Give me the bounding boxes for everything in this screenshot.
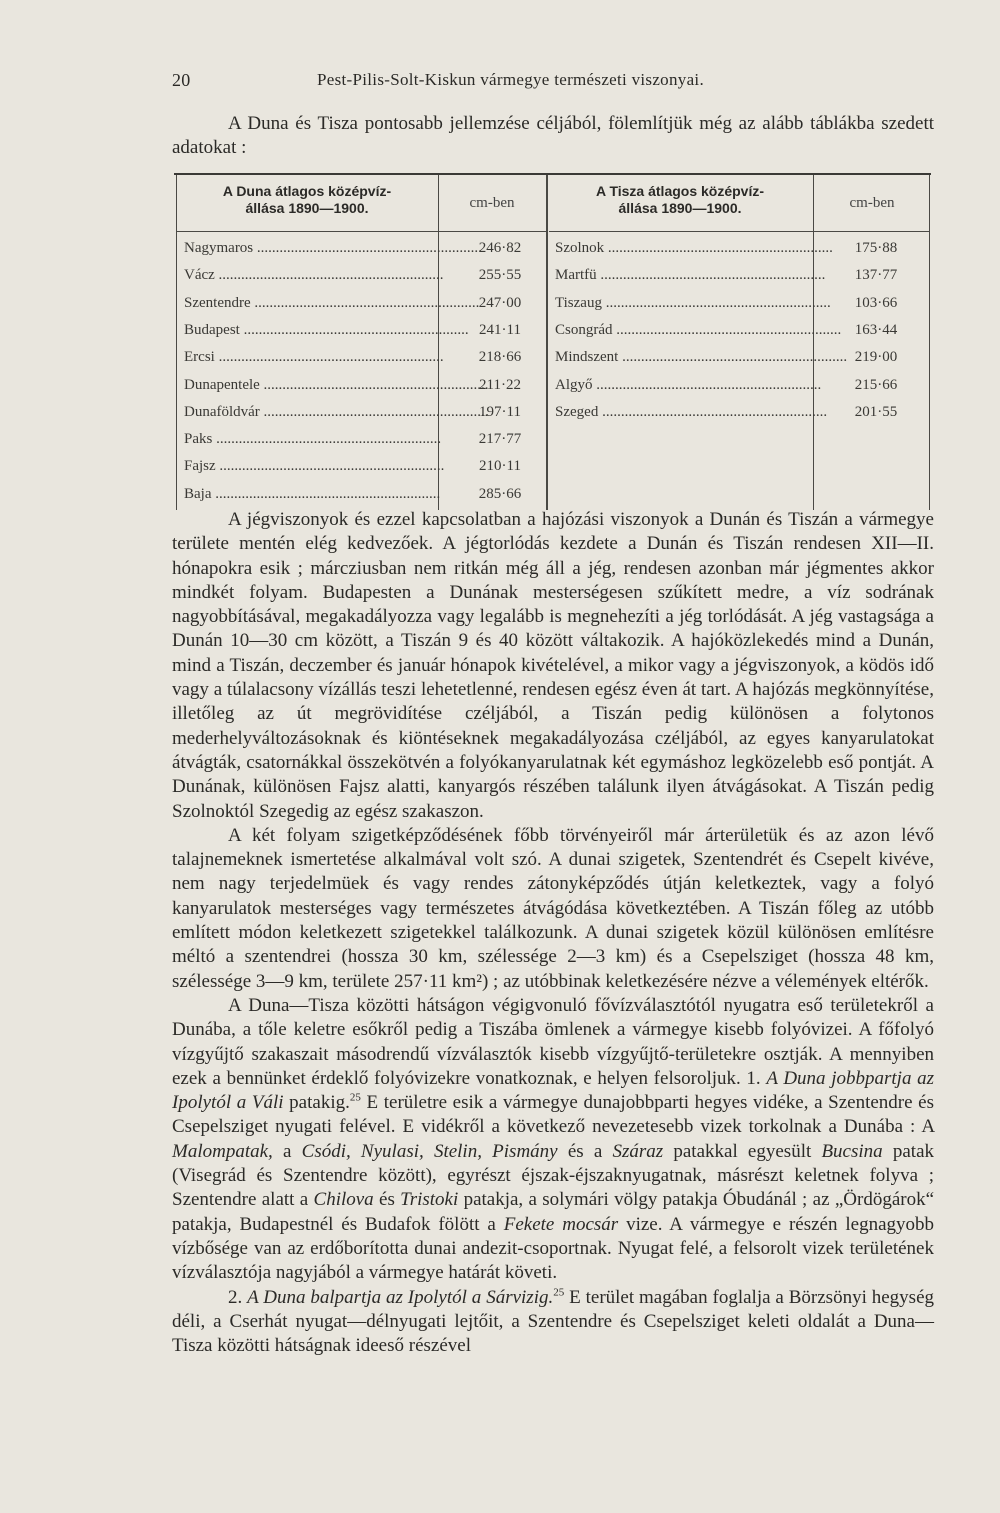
table-tisza-station-name: Mindszent ............................................................ <box>555 349 848 366</box>
paragraph-tributaries: A Duna—Tisza közötti hátságon végigvonuló fővízválasztótól nyugatra eső területekről a Dunába, a tőle keletre esőkről pedig a Tiszába ömlenek a vármegye kisebb folyóvizei. A főfolyó vízgyűjtő szakaszait másodrendű vízválasztók kisebb vízgyűjtő-területekre osztják. A mennyiben ezek a bennünket érdeklő folyóvizekre vonatkoznak, e helyen felsoroljuk. 1. A Duna jobbpartja az Ipolytól a Váli patakig.$^{25}$ E területre esik a vármegye dunajobbparti hegyes vidéke, a Szentendre és Csepelsziget nyugati felével. E vidékről a következő nevezetesebb vizek torkolnak a Dunába : A Malompatak, a Csódi, Nyulasi, Stelin, Pismány és a Száraz patakkal egyesült Bucsina patak (Visegrád és Szentendre között), egyrészt éjszak-éjszaknyugatnak, másrészt keletnek folyva ; Szentendre alatt a Chilova és Tristoki patakja, a solymári völgy patakja Óbudánál ; az „Ördögárok“ patakja, Budapestnél és Budafok fölött a Fekete mocsár vize. A vármegye e részén legnagyobb vízbősége van az erdőborította dunai andezit-csoportnak. Nyugat felé, a felsorolt vizek területének vízválasztója nagyjából a vármegye határát követi. <box>172 994 935 1284</box>
table-duna-station-name: Paks ............................................................ <box>184 431 442 448</box>
table-tisza-title <box>549 183 811 217</box>
table-duna-title-line2: állása 1890—1900. <box>245 200 369 216</box>
table-duna-station-name: Ercsi ............................................................ <box>184 349 444 366</box>
table-duna-unit: cm-ben <box>469 195 515 211</box>
table-duna-row <box>184 317 554 343</box>
tables-divider <box>546 175 548 510</box>
table-duna-title <box>178 183 436 217</box>
table-tisza-header-rule <box>549 231 929 232</box>
table-duna-water-level: 247·00 <box>478 294 522 311</box>
table-duna <box>174 175 546 510</box>
table-tisza-water-level: 201·55 <box>854 403 898 420</box>
table-duna-header-rule <box>176 231 546 232</box>
table-tisza-station-name: Martfü ............................................................ <box>555 267 826 284</box>
table-duna-row <box>184 453 554 479</box>
running-title: Pest-Pilis-Solt-Kiskun vármegye természeti viszonyai. <box>317 70 705 89</box>
table-duna-station-name: Vácz ............................................................ <box>184 267 444 284</box>
table-tisza-row <box>555 290 935 316</box>
table-tisza-row <box>555 372 935 398</box>
table-tisza-station-name: Tiszaug ............................................................ <box>555 294 831 311</box>
table-tisza-water-level: 215·66 <box>854 376 898 393</box>
table-duna-water-level: 210·11 <box>479 458 521 475</box>
table-duna-water-level: 246·82 <box>478 240 522 256</box>
running-header <box>172 70 932 96</box>
table-duna-row <box>184 372 554 398</box>
table-tisza-row <box>555 235 935 261</box>
table-duna-station-name: Budapest ............................................................ <box>184 321 469 338</box>
paragraph-left-bank: 2. A Duna balpartja az Ipolytól a Sárvizig.$^{25}$ E terület magában foglalja a Börzsönyi hegység déli, a Cserhát nyugat—délnyugati lejtőit, a Szentendre és Csepelsziget keleti oldalát a Duna—Tisza közötti hátságnak ideeső részével <box>172 1286 934 1357</box>
table-duna-row <box>184 481 554 507</box>
table-tisza-water-level: 103·66 <box>854 294 898 311</box>
table-duna-station-name: Nagymaros ............................................................ <box>184 240 482 256</box>
table-tisza-row <box>555 344 935 370</box>
body-text <box>172 508 934 1358</box>
table-duna-station-name: Dunaföldvár ............................................................ <box>184 403 489 420</box>
table-border-left <box>176 175 177 510</box>
table-duna-row <box>184 235 554 261</box>
table-tisza-station-name: Algyő ............................................................ <box>555 376 822 393</box>
table-duna-row <box>184 290 554 316</box>
intro-text: A Duna és Tisza pontosabb jellemzése céljából, fölemlítjük még az alább táblákba szedett adatokat : <box>172 113 934 158</box>
paragraph-ice: A jégviszonyok és ezzel kapcsolatban a hajózási viszonyok a Dunán és Tiszán a vármegye területe mentén elég kedvezőek. A jégtorlódás kezdete a Dunán és Tiszán rendesen XII—II. hónapokra esik ; márcziusban nem ritkán még áll a jég, rendesen azonban már jégmentes akkor mindkét folyam. Budapesten a Dunának mesterségesen szűkített medre, a víz sodrának nagyobbításával, megakadályozza vagy legalább is megnehezíti a jég torlódását. A jég vastagsága a Dunán 10—30 cm között, a Tiszán 9 és 40 között váltakozik. A hajóközlekedés mind a Dunán, mind a Tiszán, deczember és január hónapok kivételével, a mikor vagy a jégviszonyok, a ködös idő vagy a túlalacsony vízállás teszi lehetetlenné, rendesen egész éven át tart. A hajózás megkönnyítése, illetőleg az út megrövidítése czéljából, a Tiszán pedig különösen a folytonos mederhelyváltozásoknak és kiöntéseknek megakadályozása czéljából, az egyes kanyarulatokat átvágták, csatornákkal összekötvén a folyókanyarulatnak két egymáshoz legközelebb eső pontját. A Dunának, különösen Fajsz alatti, kanyargós részében találunk ilyen átvágásokat. A Tiszán pedig Szolnoktól Szegedig az egész szakaszon. <box>172 509 934 822</box>
table-tisza-water-level: 219·00 <box>854 349 898 366</box>
table-duna-water-level: 217·77 <box>478 431 522 448</box>
table-duna-station-name: Dunapentele ............................................................ <box>184 376 489 393</box>
table-tisza-station-name: Csongrád ............................................................ <box>555 321 842 338</box>
table-tisza-title-line2: állása 1890—1900. <box>618 200 742 216</box>
table-duna-row <box>184 426 554 452</box>
paragraph-islands: A két folyam szigetképződésének főbb törvényeiről már árterületük és az azon lévő talajnemeknek ismertetése alkalmával volt szó. A dunai szigetek, Szentendrét és Csepelt kivéve, nem nagy terjedelmüek és vagy rendes zátonyképződés útján keletkeztek, vagy a folyó kanyarulatok mesterséges vagy természetes átvágódása következtében. A Tiszán főleg az utóbb említett módon keletkezett szigetekkel találkozunk. A dunai szigetek közül különösen említésre méltó a szentendrei (hossza 30 km, szélessége 2—3 km) és a Csepelsziget (hossza 48 km, szélessége 3—9 km, területe 257·11 km²) ; az utóbbinak keletkezésére nézve a vélemények eltérők. <box>172 824 934 992</box>
table-duna-water-level: 211·22 <box>479 376 521 393</box>
table-tisza-station-name: Szolnok ............................................................ <box>555 240 833 256</box>
page-number: 20 <box>172 70 191 90</box>
intro-paragraph <box>172 112 934 160</box>
table-duna-row <box>184 344 554 370</box>
table-duna-water-level: 255·55 <box>478 267 522 284</box>
table-duna-station-name: Szentendre ............................................................ <box>184 294 480 311</box>
table-tisza-row <box>555 399 935 425</box>
table-tisza-station-name: Szeged ............................................................ <box>555 403 828 420</box>
table-tisza-row <box>555 317 935 343</box>
table-duna-title-line1: A Duna átlagos középvíz- <box>222 183 392 199</box>
table-duna-station-name: Fajsz ............................................................ <box>184 458 445 475</box>
table-duna-row <box>184 262 554 288</box>
table-tisza-water-level: 163·44 <box>854 321 898 338</box>
table-duna-water-level: 197·11 <box>479 403 521 420</box>
table-duna-row <box>184 399 554 425</box>
table-tisza-water-level: 137·77 <box>854 267 898 284</box>
table-tisza-row <box>555 262 935 288</box>
table-duna-station-name: Baja ............................................................ <box>184 485 441 502</box>
table-tisza-water-level: 175·88 <box>854 240 898 256</box>
table-duna-water-level: 241·11 <box>479 321 521 338</box>
water-level-tables <box>174 173 931 510</box>
table-tisza <box>549 175 931 510</box>
table-tisza-title-line1: A Tisza átlagos középvíz- <box>595 183 765 199</box>
table-duna-water-level: 218·66 <box>478 349 522 366</box>
table-duna-water-level: 285·66 <box>478 485 522 502</box>
table-tisza-unit: cm-ben <box>849 195 895 211</box>
